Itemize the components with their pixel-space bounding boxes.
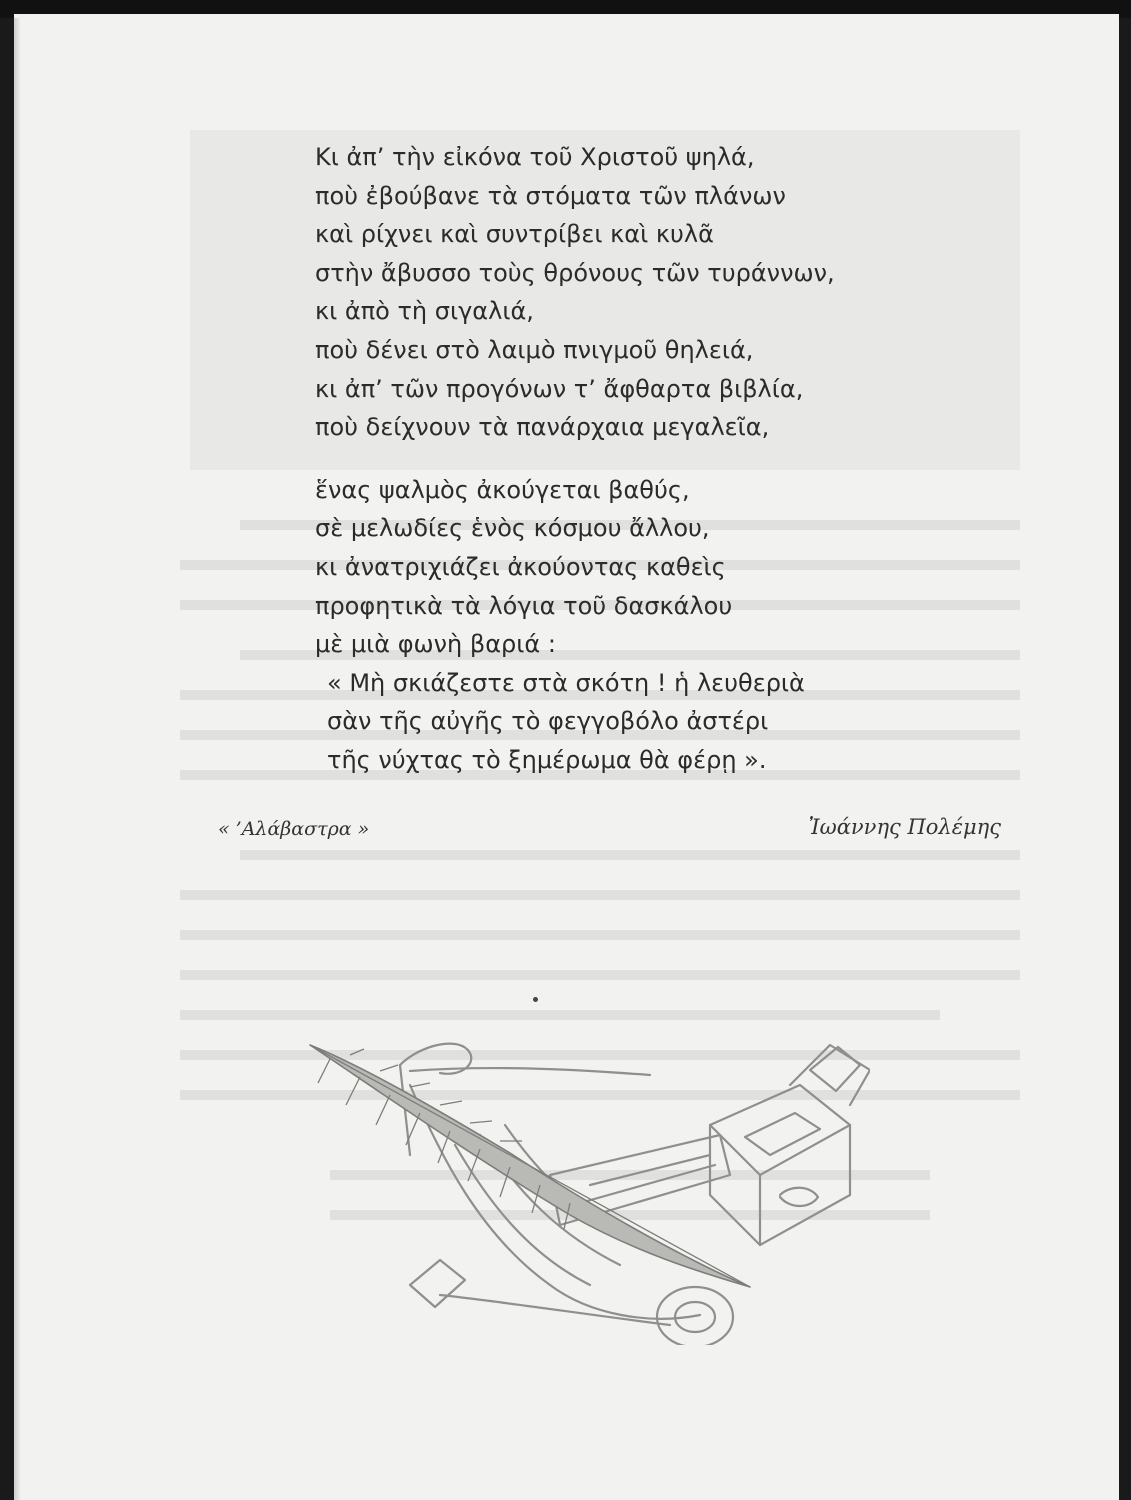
page-gutter-shadow	[14, 18, 20, 1500]
poem-line: ποὺ δείχνουν τὰ πανάρχαια μεγαλεῖα,	[315, 413, 770, 442]
poem-line: στὴν ἄβυσσο τοὺς θρόνους τῶν τυράννων,	[315, 258, 835, 287]
poem-line: ποὺ δένει στὸ λαιμὸ πνιγμοῦ θηλειά,	[315, 335, 754, 364]
poem-line: ποὺ ἐβούβανε τὰ στόματα τῶν πλάνων	[315, 181, 786, 210]
source-title: « ’Αλάβαστρα »	[218, 818, 370, 840]
ornament-dot	[533, 997, 538, 1002]
poem-line: σὰν τῆς αὐγῆς τὸ φεγγοβόλο ἀστέρι	[327, 707, 769, 736]
poem-line: μὲ μιὰ φωνὴ βαριά :	[315, 630, 556, 659]
author-name: Ἰωάννης Πολέμης	[808, 815, 1001, 839]
poem-line: κι ἀνατριχιάζει ἀκούοντας καθεὶς	[315, 552, 726, 581]
poem-line: κι ἀπὸ τὴ σιγαλιά,	[315, 297, 534, 326]
poem-line: προφητικὰ τὰ λόγια τοῦ δασκάλου	[315, 591, 733, 620]
poem-line: ἕνας ψαλμὸς ἀκούγεται βαθύς,	[315, 475, 690, 504]
poem-line: Κι ἀπ’ τὴν εἰκόνα τοῦ Χριστοῦ ψηλά,	[315, 143, 755, 171]
stanza-2	[315, 471, 915, 780]
quill-scroll-inkwell-illustration	[290, 1025, 870, 1345]
poem-line: σὲ μελωδίες ἑνὸς κόσμου ἄλλου,	[315, 514, 710, 543]
poem-line: καὶ ρίχνει καὶ συντρίβει καὶ κυλᾶ	[315, 220, 714, 249]
poem-line: τῆς νύχτας τὸ ξημέρωμα θὰ φέρῃ ».	[327, 745, 767, 774]
poem-line: κι ἀπ’ τῶν προγόνων τ’ ἄφθαρτα βιβλία,	[315, 374, 804, 403]
poem-line: « Μὴ σκιάζεστε στὰ σκότη ! ἡ λευθεριὰ	[327, 668, 805, 697]
poem	[315, 138, 915, 780]
stanza-1	[315, 138, 915, 447]
